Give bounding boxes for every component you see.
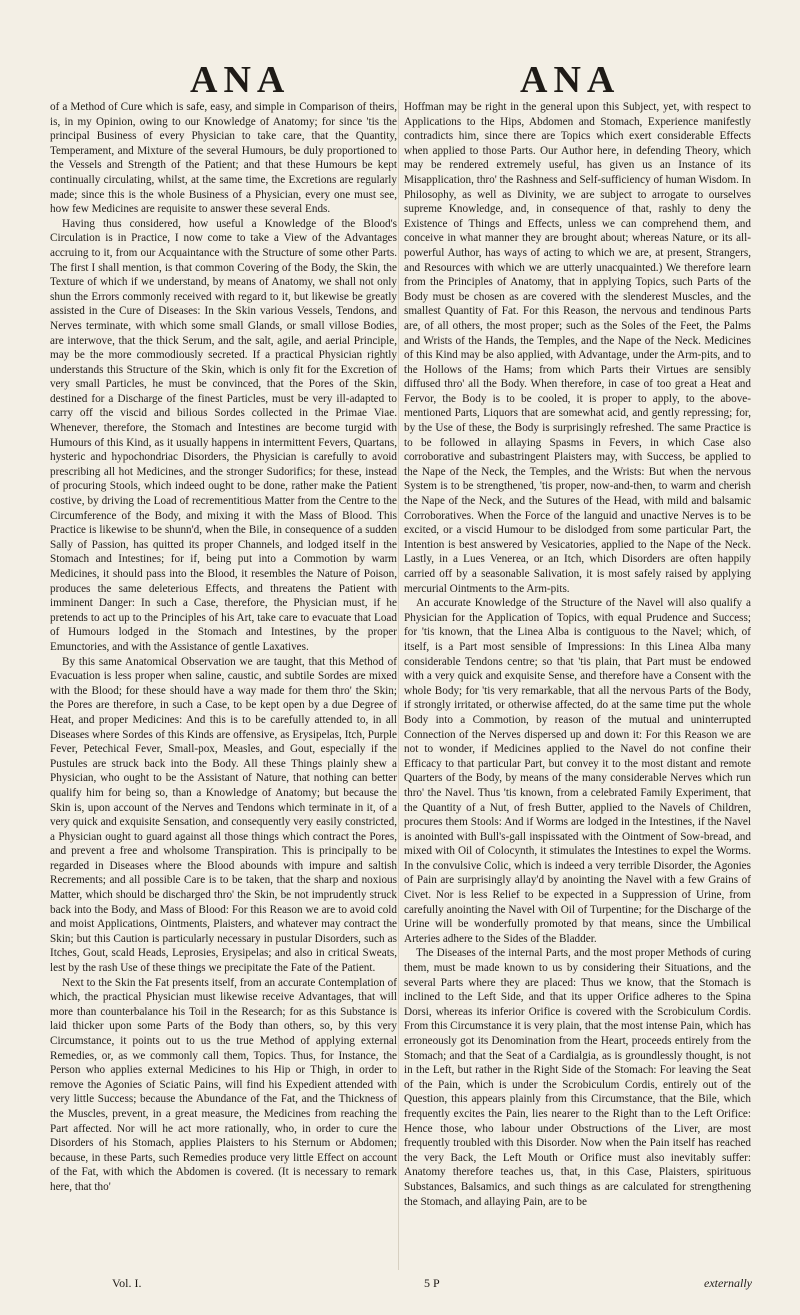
right-paragraph-3: The Diseases of the internal Parts, and the most proper Methods of curing them, must be made known to us by considering their Situations, and the several Parts where they are placed: Thus we know, that the Stomach is inclined to the Left Side, and that its upper Orifice adheres to the Spina Dorsi, whereas its inferior Orifice is covered with the Scrobiculum Cordis. From this Circumstance it is very plain, that the most intense Pain, which has erroneously got its Denomination from the Heart, proceeds entirely from the Stomach; and that the Seat of a Cardialgia, as is groundlessly thought, is not in the Left, but rather in the Right Side of the Stomach: For leaving the Seat of the Pain, which is under the Scrobiculum Cordis, entirely out of the Question, this appears plainly from this Circumstance, that the Bile, which frequently excites the Pain, lies nearer to the Right than to the Left Orifice: Hence those, who labour under Obstructions of the Liver, are most frequently troubled with this Disorder. Now when the Pain itself has reached the very Back, the Left Mouth or Orifice must also inevitably suffer: Anatomy therefore teaches us, that, in this Case, Plaisters, spirituous Substances, Balsamics, and such things as are calculated for strengthening the Stomach, and allaying Pain, are to be (404, 947, 751, 1208)
right-headword: ANA (520, 59, 621, 101)
right-paragraph-2: An accurate Knowledge of the Structure of the Navel will also qualify a Physician for the Application of Topics, with equal Prudence and Success; for 'tis known, that the Linea Alba is contiguous to the Navel; which, of itself, is a Part most sensible of Impressions: In this Linea Alba many considerable Tendons centre; so that 'tis plain, that Part must be endowed with a very quick and exquisite Sense, and therefore have a Consent with the whole Body; for 'tis very remarkable, that all the nervous Parts of the Body, if strongly irritated, or otherwise affected, do at the same time put the whole Body into a Commotion, by reason of the mutual and uninterrupted Connection of the Nerves dispersed up and down it: For this Reason we are not to wonder, if Medicines applied to the Navel do not confine their Efficacy to that particular Part, but convey it to the most distant and remote Quarters of the Body, by means of the many considerable Nerves which run thro' the Navel. Thus 'tis known, from a celebrated Family Experiment, that the Quantity of a Nut, of fresh Butter, applied to the Navels of Children, procures them Stools: And if Worms are lodged in the Intestines, if the Navel is anointed with Bull's-gall inspissated with the Ointment of Sow-bread, and mixed with Oil of Colocynth, it stimulates the Intestines to expel the Worms. In the convulsive Colic, which is indeed a very terrible Disorder, the Agonies of Pain are surprisingly allay'd by anointing the Navel with a few Grains of Civet. Nor is less Relief to be expected in a Suppression of Urine, from carefully anointing the Navel with Oil of Turpentine; for the Discharge of the Urine will be wonderfully promoted by that means, since the Umbilical Arteries adhere to the Sides of the Bladder. (404, 597, 751, 945)
left-column (50, 100, 397, 1270)
page-footer (0, 1276, 800, 1296)
left-headword: ANA (190, 59, 291, 101)
right-paragraph-1: Hoffman may be right in the general upon this Subject, yet, with respect to Applications to the Hips, Abdomen and Stomach, Experience manifestly contradicts him, since there are Topics which exert considerable Effects when applied to those Parts. Our Author here, in defending Theory, which may be rendered extremely useful, has given us an Instance of its Misapplication, thro' the Rashness and Self-sufficiency of human Wisdom. In Philosophy, as well as Divinity, we are subject to arrogate to ourselves supreme Knowledge, and, in consequence of that, rashly to deny the Existence of Things and Effects, unless we can comprehend them, and conceive in what manner they are brought about; whereas Nature, or its all-powerful Author, has ways of acting to which we are, at present, Strangers, and Resources with which we are utterly unacquainted.) We therefore learn from the Principles of Anatomy, that in applying Topics, such Parts of the Body must be chosen as are covered with the slenderest Muscles, and the smallest Quantity of Fat. For this Reason, the nervous and tendinous Parts are, of all others, the most proper; such as the Soles of the Feet, the Palms and Wrists of the Hands, the Temples, and the Nape of the Neck. Medicines of this Kind may be also applied, with Advantage, under the Arm-pits, and to the Hollows of the Hams; from which Parts their Virtues are sensibly diffused thro' all the Body. When therefore, in case of too great a Heat and Fervor, the Body is to be cooled, it is proper to apply, to the above-mentioned Parts, Liquors that are somewhat acid, and gently repressing; for, by the Use of these, the Body is surprisingly refreshed. The same Practice is to be followed in allaying Spasms in Fevers, in which Case also corroborative and subastringent Plaisters may, with Success, be applied to the Nape of the Neck, the Temples, and the Wrists: But when the nervous System is to be strengthened, 'tis proper, now-and-then, to warm and cherish the Nape of the Neck, and the Sutures of the Head, with mild and balsamic Corroboratives. When the Force of the languid and unactive Nerves is to be excited, or a viscid Humour to be dislodged from some particular Part, the Intention is best answered by Vesicatories, applied to the Nape of the Neck. Lastly, in a Lues Venerea, or an Itch, which Disorders are often happily carried off by a seasonable Salivation, it is most safely raised by applying mercurial Ointments to the Arm-pits. (404, 101, 751, 595)
signature-mark: 5 P (424, 1276, 440, 1290)
right-column (404, 100, 751, 1270)
left-paragraph-1: of a Method of Cure which is safe, easy, and simple in Comparison of theirs, is, in my Opinion, owing to our Knowledge of Anatomy; for since 'tis the principal Business of every Physician to take care, that the Quantity, Temperament, and Mixture of the several Humours, be duly proportioned to the Vessels and Strength of the Patient; and that these Humours be kept continually circulating, whilst, at the same time, the Excretions are regularly made; since this is the whole Business of a Physician, every one must see, how few Medicines are requisite to answer these several Ends. (50, 101, 397, 216)
left-paragraph-3: By this same Anatomical Observation we are taught, that this Method of Evacuation is less proper when saline, caustic, and subtile Sordes are mixed with the Blood; for these should have a way made for them thro' the Skin; the Pores are therefore, in such a Case, to be kept open by a due Degree of Heat, and proper Medicines: And this is to be carefully attended to, in all Diseases where Sordes of this Kinds are offensive, as Erysipelas, Itch, Purple Fever, Petechical Fever, Small-pox, Measles, and Gout, especially if the Pustules are struck back into the Body. All these Things plainly shew a Physician, who ought to be the Assistant of Nature, that nothing can better qualify him for being so, than a Knowledge of Anatomy; but because the Skin is, upon account of the Nerves and Tendons which terminate in it, of a very quick and exquisite Sensation, and consequently very easily constricted, a Physician ought to guard against all those things which contract the Pores, and prevent a free and wholsome Transpiration. This is principally to be regarded in Diseases where the Blood abounds with impure and saltish Recrements; and all possible Care is to be taken, that the sharp and noxious Matter, which should be discharged thro' the Skin, be not imprudently struck back into the Body, and Mass of Blood: For this Reason we are to avoid cold and moist Applications, Ointments, Plaisters, and whatever may contract the Skin; but this Caution is particularly necessary in pustular Disorders, such as Itches, Gout, scald Heads, Leprosies, Erysipelas; and also in critical Sweats, lest by the rash Use of these things we precipitate the Fate of the Patient. (50, 655, 397, 975)
volume-label: Vol. I. (112, 1276, 142, 1290)
left-paragraph-4: Next to the Skin the Fat presents itself, from an accurate Contemplation of which, the practical Physician must likewise receive Advantages, that will more than counterbalance his Toil in the Research; for as this Substance is laid thicker upon some Parts of the Body than others, so, by this very Circumstance, it points out to us the true Method of applying external Remedies, or, as we commonly call them, Topics. Thus, for Instance, the Person who applies external Medicines to his Hip or Thigh, in order to remove the Agonies of Sciatic Pains, will find his Expedient attended with very little Success; because the Abundance of the Fat, and the Thickness of the Muscles, prevent, in a great measure, the Medicines from reaching the Part affected. Nor will he act more rationally, who, in order to cure the Disorders of his Stomach, applies Plaisters to his Sternum or Abdomen; because, in these Parts, such Remedies produce very little Effect on account of the Fat, with which the Abdomen is covered. (It is necessary to remark here, that tho' (50, 976, 397, 1193)
catchword: externally (704, 1276, 752, 1290)
left-paragraph-2: Having thus considered, how useful a Knowledge of the Blood's Circulation is in Practice, I now come to take a View of the Advantages accruing to it, from our Acquaintance with the Structure of some other Parts. The first I shall mention, is that common Covering of the Body, the Skin, the Texture of which if we understand, by means of Anatomy, we shall not only shun the Errors commonly received with regard to it, but likewise be greatly assisted in the Cure of Diseases: In the Skin various Vessels, Tendons, and Nerves terminate, with which some small Glands, or small villose Bodies, are interwove, that the thick Serum, and the salt, agile, and aerial Principle, may be the more commodiously secreted. If a practical Physician rightly understands this Structure of the Skin, which is only fit for the Excretion of very small Particles, he must be convinced, that the Pores of the Skin, destined for a Discharge of the finest Particles, must be very ill-adapted to carry off the viscid and bilious Sordes collected in the Primae Viae. Whenever, therefore, the Stomach and Intestines are become turgid with Humours of this Kind, as it usually happens in intermittent Fevers, Quartans, hysteric and hypochondriac Disorders, the Physician is carefully to avoid prescribing all hot Medicines, and the stronger Sudorifics; for these, instead of procuring Stools, which indeed ought to be done, rather make the Patient costive, by driving the Load of recrementitious Matter from the Centre to the Circumference of the Body, and mixing it with the Mass of Blood. This Practice is likewise to be shunn'd, when the Bile, in consequence of a sudden Sally of Passion, has quitted its proper Channels, and lodged itself in the Stomach and Intestines; for if, being put into a Commotion by warm Medicines, it should pass into the Blood, it resembles the Nature of Poison, produces the same deleterious Effects, and threatens the Patient with imminent Danger: In such a Case, therefore, the Physician must, if he pretends to act up to the Principles of his Art, take care to evacuate that Load of Humours lodged in the Stomach and Intestines, by the proper Emunctories, and with the Assistance of gentle Laxatives. (50, 217, 397, 653)
column-divider (398, 100, 399, 1270)
running-header (0, 58, 800, 101)
